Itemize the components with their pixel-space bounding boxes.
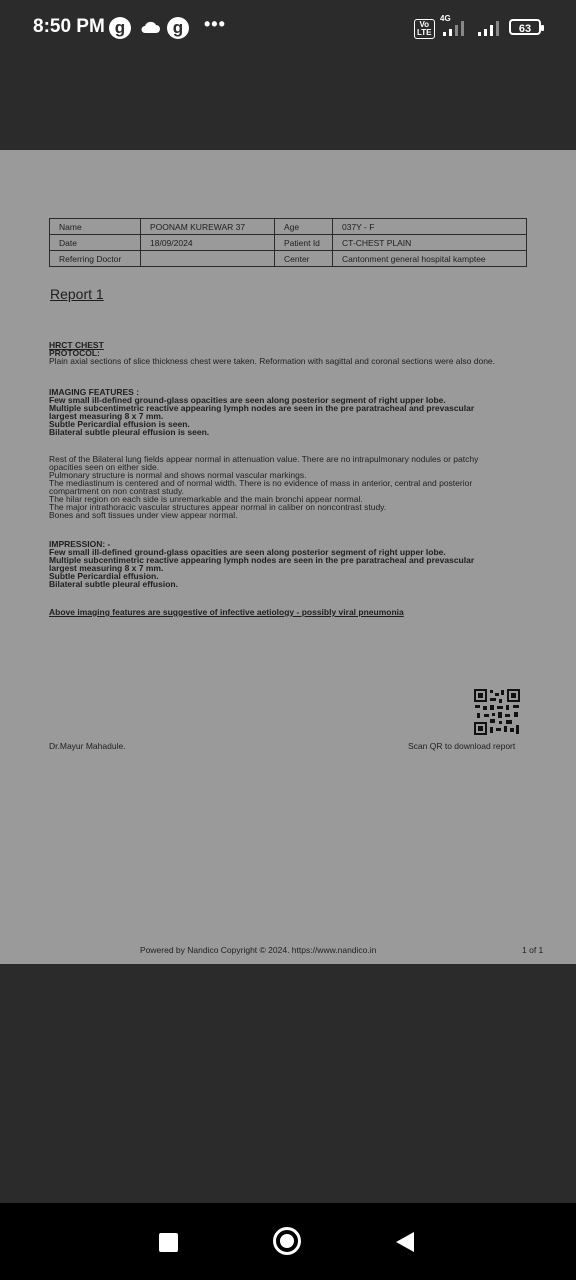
recents-button-icon[interactable] — [159, 1233, 178, 1252]
document-page[interactable] — [0, 150, 576, 964]
table-cell: 18/09/2024 — [141, 235, 275, 251]
conclusion-text: Above imaging features are suggestive of infective aetiology - possibly viral pneumonia — [49, 607, 404, 617]
powered-by-footer: Powered by Nandico Copyright © 2024. https://www.nandico.in — [140, 945, 377, 955]
report-title: Report 1 — [50, 286, 104, 302]
impression-section — [49, 540, 529, 588]
more-notifications-icon: ••• — [204, 14, 226, 34]
findings-line: The hilar region on each side is unremarkable and the main bronchi appear normal. — [49, 494, 363, 504]
imaging-heading: IMAGING FEATURES : — [49, 387, 140, 397]
signal-icon-2 — [476, 20, 504, 36]
table-cell: 037Y - F — [333, 219, 527, 235]
qr-code-icon[interactable] — [473, 688, 521, 736]
navigation-bar — [0, 1203, 576, 1280]
table-cell: Referring Doctor — [50, 251, 141, 267]
table-cell: Name — [50, 219, 141, 235]
protocol-heading: PROTOCOL: — [49, 348, 100, 358]
imaging-line: Few small ill-defined ground-glass opacities are seen along posterior segment of right upper lobe. — [49, 395, 446, 405]
table-cell: Date — [50, 235, 141, 251]
table-cell: Cantonment general hospital kamptee — [333, 251, 527, 267]
table-row — [50, 219, 527, 235]
findings-line: The major intrathoracic vascular structures appear normal in caliber on noncontrast study. — [49, 502, 387, 512]
page-number: 1 of 1 — [522, 945, 544, 955]
findings-line: Bones and soft tissues under view appear normal. — [49, 510, 238, 520]
findings-line: Rest of the Bilateral lung fields appear normal in attenuation value. There are no intrapulmonary nodules or patchy opacities seen on either side. — [49, 454, 479, 472]
g-app-icon-2: g — [167, 17, 189, 39]
impression-line: Subtle Pericardial effusion. — [49, 571, 159, 581]
table-cell — [141, 251, 275, 267]
status-time: 8:50 PM — [33, 16, 105, 37]
imaging-line: Subtle Pericardial effusion is seen. — [49, 419, 190, 429]
hrct-heading: HRCT CHEST — [49, 340, 104, 350]
table-cell: POONAM KUREWAR 37 — [141, 219, 275, 235]
back-button-icon[interactable] — [396, 1232, 414, 1252]
g-app-icon: g — [109, 17, 131, 39]
table-cell: Age — [275, 219, 333, 235]
imaging-features-section — [49, 388, 529, 436]
findings-line: The mediastinum is centered and of normal width. There is no evidence of mass in anterior, central and posterior compartment on non contrast study. — [49, 478, 473, 496]
impression-heading: IMPRESSION: - — [49, 539, 111, 549]
impression-line: Few small ill-defined ground-glass opacities are seen along posterior segment of right upper lobe. — [49, 547, 446, 557]
doctor-name: Dr.Mayur Mahadule. — [49, 741, 126, 751]
scan-qr-label: Scan QR to download report — [408, 741, 516, 751]
table-cell: Center — [275, 251, 333, 267]
imaging-line: Bilateral subtle pleural effusion is seen. — [49, 427, 210, 437]
status-bar — [0, 0, 576, 56]
findings-line: Pulmonary structure is normal and shows normal vascular markings. — [49, 470, 307, 480]
cloud-icon — [140, 20, 160, 33]
volte-icon: Vo LTE — [414, 19, 435, 39]
protocol-text: Plain axial sections of slice thickness chest were taken. Reformation with sagittal and coronal sections were also done. — [49, 356, 496, 366]
table-cell: CT-CHEST PLAIN — [333, 235, 527, 251]
patient-info-table — [49, 218, 527, 267]
signal-icon-1 — [441, 20, 469, 36]
home-button-icon[interactable] — [273, 1227, 301, 1255]
protocol-section — [49, 341, 529, 365]
findings-section — [49, 455, 529, 519]
impression-line: Bilateral subtle pleural effusion. — [49, 579, 178, 589]
table-row — [50, 235, 527, 251]
impression-line: Multiple subcentimetric reactive appearing lymph nodes are seen in the pre paratracheal and prevascular largest measuring 8 x 7 mm. — [49, 555, 475, 573]
network-type-label: 4G — [440, 14, 451, 23]
table-row — [50, 251, 527, 267]
battery-icon: 63 — [509, 19, 541, 35]
imaging-line: Multiple subcentimetric reactive appearing lymph nodes are seen in the pre paratracheal and prevascular largest measuring 8 x 7 mm. — [49, 403, 475, 421]
table-cell: Patient Id — [275, 235, 333, 251]
